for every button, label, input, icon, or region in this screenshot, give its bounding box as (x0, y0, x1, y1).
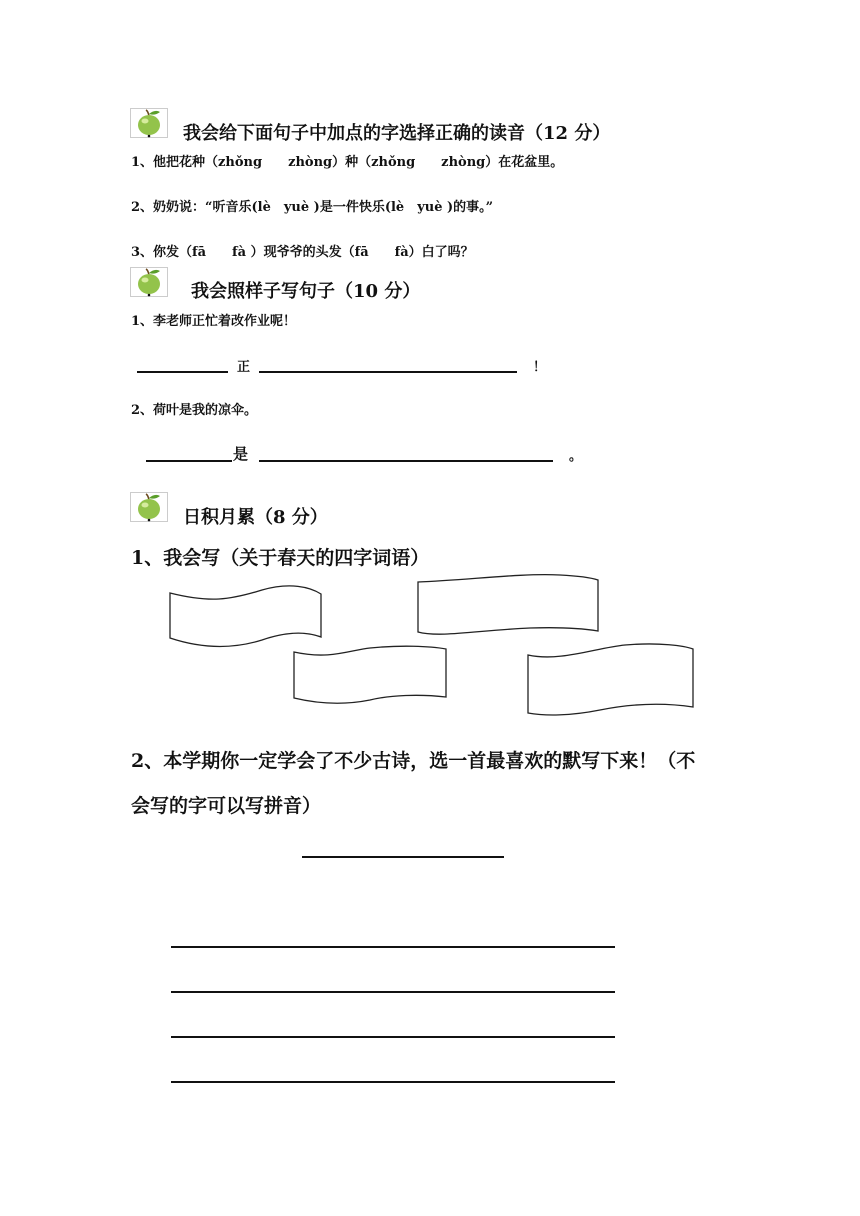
fill-end-1: ！ (533, 360, 547, 375)
word-banners (0, 570, 860, 730)
section1-item-3: 3、你发（fā fà ）现爷爷的头发（fā fà）白了吗？ (131, 245, 474, 260)
blank-line[interactable] (137, 371, 228, 373)
fill-end-2: 。 (569, 449, 583, 464)
section3-q2-line2: 会写的字可以写拼音） (131, 795, 322, 817)
poem-line[interactable] (171, 1081, 615, 1083)
section2-example-1: 1、李老师正忙着改作业呢！ (131, 314, 297, 329)
blank-line[interactable] (259, 460, 553, 462)
section1-title: 我会给下面句子中加点的字选择正确的读音（12 分） (183, 123, 611, 144)
apple-icon (130, 267, 168, 297)
poem-line[interactable] (171, 1036, 615, 1038)
blank-line[interactable] (259, 371, 517, 373)
poem-line[interactable] (171, 946, 615, 948)
section3-q1: 1、我会写（关于春天的四字词语） (131, 547, 430, 569)
section2-title: 我会照样子写句子（10 分） (191, 281, 421, 302)
section3-title: 日积月累（8 分） (183, 507, 328, 528)
word-banner (294, 646, 446, 703)
section3-q2-line1: 2、本学期你一定学会了不少古诗，选一首最喜欢的默写下来！（不 (131, 750, 696, 772)
poem-line[interactable] (171, 991, 615, 993)
fill-word-2: 是 (233, 445, 249, 463)
section1-item-1: 1、他把花种（zhǒng zhòng）种（zhǒng zhòng）在花盆里。 (131, 155, 564, 170)
blank-line[interactable] (146, 460, 232, 462)
word-banner (418, 575, 598, 635)
apple-icon (130, 108, 168, 138)
section1-item-2: 2、奶奶说：“听音乐(lè yuè )是一件快乐(lè yuè )的事。” (131, 200, 494, 215)
poem-title-line[interactable] (302, 856, 504, 858)
word-banner (170, 586, 321, 647)
apple-icon (130, 492, 168, 522)
section2-example-2: 2、荷叶是我的凉伞。 (131, 403, 258, 418)
fill-word-1: 正 (237, 360, 251, 375)
word-banner (528, 644, 693, 715)
